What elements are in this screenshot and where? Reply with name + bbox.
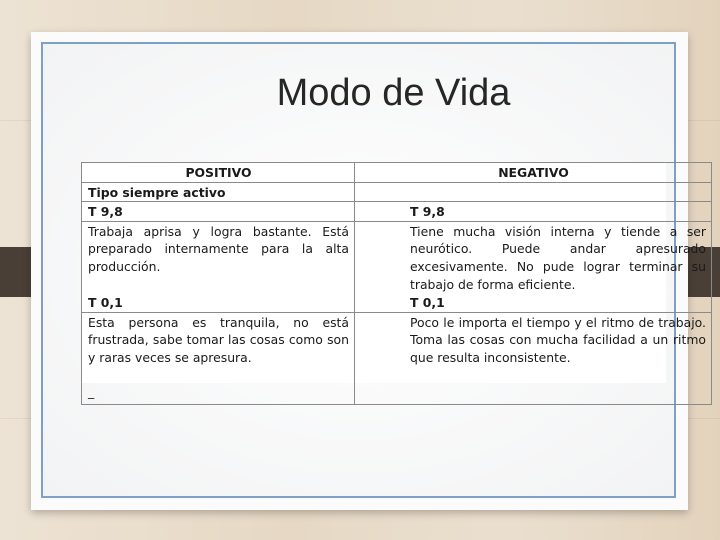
comparison-table — [81, 162, 712, 405]
cell-positivo: T 9,8 — [82, 202, 355, 222]
slide-title: Modo de Vida — [276, 72, 511, 114]
cell-negativo: Poco le importa el tiempo y el ritmo de trabajo. Toma las cosas con mucha facilidad a un ritmo que resulta inconsistente. — [355, 312, 712, 404]
table-header-row — [82, 163, 712, 183]
cell-positivo: T 0,1 — [82, 293, 355, 312]
cell-positivo — [82, 312, 355, 404]
cell-positivo: Trabaja aprisa y logra bastante. Está preparado internamente para la alta producción. — [82, 221, 355, 293]
slide-frame — [41, 42, 706, 498]
cell-positivo-text: Esta persona es tranquila, no está frustrada, sabe tomar las cosas como son y raras veces se apresura. — [88, 314, 349, 365]
header-positivo: POSITIVO — [82, 163, 355, 183]
cell-negativo — [355, 182, 712, 202]
slide-paper — [31, 32, 706, 510]
table-row — [82, 312, 712, 404]
header-negativo: NEGATIVO — [355, 163, 712, 183]
cell-positivo: Tipo siempre activo — [82, 182, 355, 202]
cell-positivo-tail: _ — [88, 383, 95, 399]
table-row — [82, 182, 712, 202]
cell-negativo: T 9,8 — [355, 202, 712, 222]
table-row — [82, 202, 712, 222]
table-row — [82, 221, 712, 293]
table-row — [82, 293, 712, 312]
cell-negativo: Tiene mucha visión interna y tiende a ser neurótico. Puede andar apresurado excesivamente. No pude lograr terminar su trabajo de forma eficiente. — [355, 221, 712, 293]
cell-negativo: T 0,1 — [355, 293, 712, 312]
table-image — [81, 162, 706, 399]
